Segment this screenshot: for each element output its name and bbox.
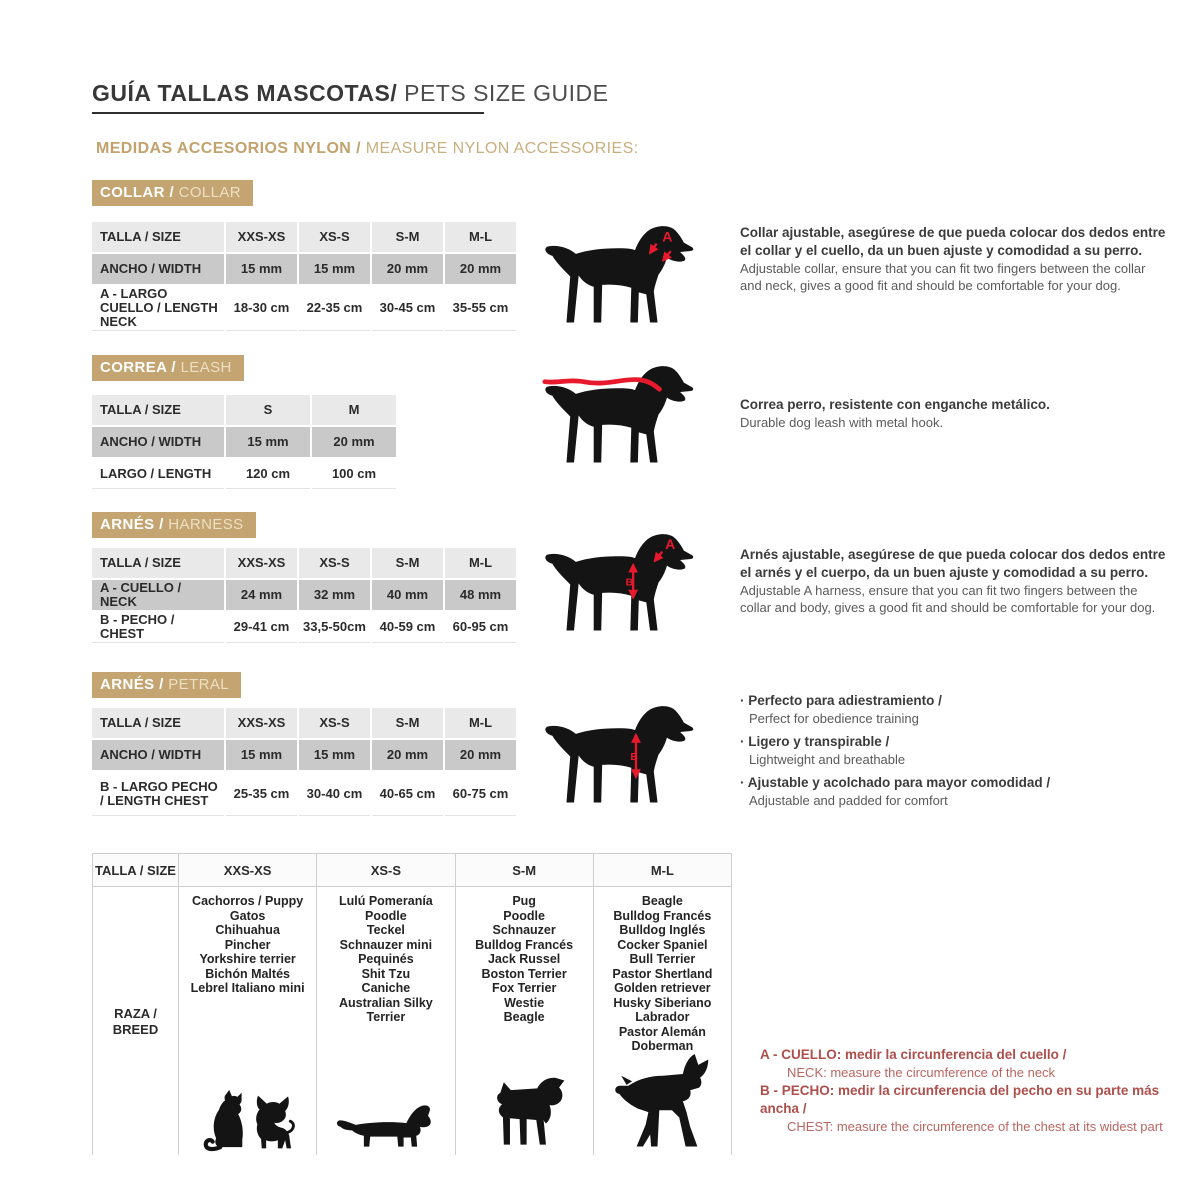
leash-description-en: Durable dog leash with metal hook. [740, 415, 944, 430]
petral-badge-en: PETRAL [168, 676, 229, 693]
harness-neck-value: 40 mm [372, 580, 443, 610]
breed-list: Pug Poodle Schnauzer Bulldog Francés Jack Russel Boston Terrier Fox Terrier Westie Beagle [475, 894, 574, 1024]
dog-harness-illustration-icon [540, 530, 700, 638]
petral-size-table [92, 708, 516, 816]
note-neck [760, 1046, 1190, 1082]
dog-collar-illustration-icon [540, 222, 700, 330]
note-neck-es: A - CUELLO: medir la circunferencia del cuello / [760, 1047, 1067, 1062]
leash-header-m: M [312, 395, 396, 425]
harness-chest-label: B - PECHO / CHEST [92, 612, 224, 643]
breed-column-xxs-xs [179, 887, 316, 1158]
harness-marker-a-label: A [665, 535, 676, 552]
collar-width-value: 15 mm [299, 254, 370, 284]
page-subtitle-en: MEASURE NYLON ACCESSORIES: [365, 140, 639, 157]
collar-header-m-l: M-L [445, 222, 516, 252]
collar-width-label: ANCHO / WIDTH [92, 254, 224, 284]
collar-neck-length-value: 35-55 cm [445, 286, 516, 331]
collar-description-en: Adjustable collar, ensure that you can fit two fingers between the collar and neck, gives a good fit and should be comfortable for your dog. [740, 261, 1146, 293]
harness-header-xxs-xs: XXS-XS [226, 548, 297, 578]
petral-width-label: ANCHO / WIDTH [92, 740, 224, 770]
title-underline [92, 112, 484, 114]
petral-feature-item [740, 733, 1168, 768]
petral-section-badge [92, 672, 241, 698]
harness-description-es: Arnés ajustable, asegúrese de que pueda colocar dos dedos entre el arnés y el cuerpo, da un buen ajuste y comodidad a su perro. [740, 547, 1166, 580]
harness-neck-value: 48 mm [445, 580, 516, 610]
collar-neck-length-value: 18-30 cm [226, 286, 297, 331]
doberman-silhouette-icon [608, 1054, 716, 1152]
petral-chest-length-value: 30-40 cm [299, 772, 370, 816]
petral-header-m-l: M-L [445, 708, 516, 738]
dachshund-silhouette-icon [334, 1096, 438, 1152]
petral-header-xs-s: XS-S [299, 708, 370, 738]
breed-header-size: TALLA / SIZE [93, 854, 178, 886]
breed-header-xxs-xs: XXS-XS [179, 854, 316, 886]
harness-header-s-m: S-M [372, 548, 443, 578]
page-subtitle-es: MEDIDAS ACCESORIOS NYLON / [96, 140, 366, 157]
harness-neck-value: 32 mm [299, 580, 370, 610]
collar-header-s-m: S-M [372, 222, 443, 252]
petral-feature-item [740, 692, 1168, 727]
harness-neck-value: 24 mm [226, 580, 297, 610]
dog-leash-illustration-icon [540, 362, 700, 470]
harness-chest-value: 40-59 cm [372, 612, 443, 643]
note-chest [760, 1082, 1190, 1136]
collar-header-size: TALLA / SIZE [92, 222, 224, 252]
collar-marker-a-label: A [662, 228, 673, 245]
leash-length-label: LARGO / LENGTH [92, 459, 224, 489]
harness-badge-es: ARNÉS / [100, 516, 169, 533]
harness-header-size: TALLA / SIZE [92, 548, 224, 578]
breed-column-xs-s [317, 887, 454, 1158]
petral-feature-item [740, 774, 1168, 809]
petral-width-value: 20 mm [445, 740, 516, 770]
petral-feature-es: · Perfecto para adiestramiento / [740, 692, 1168, 710]
leash-length-value: 100 cm [312, 459, 396, 489]
collar-width-value: 15 mm [226, 254, 297, 284]
leash-length-value: 120 cm [226, 459, 310, 489]
leash-section-badge [92, 355, 244, 381]
collar-width-value: 20 mm [372, 254, 443, 284]
measurement-notes [760, 1046, 1190, 1136]
breed-header-xs-s: XS-S [317, 854, 454, 886]
collar-description [740, 224, 1168, 294]
collar-header-xxs-xs: XXS-XS [226, 222, 297, 252]
leash-badge-es: CORREA / [100, 359, 181, 376]
collar-header-xs-s: XS-S [299, 222, 370, 252]
leash-description-es: Correa perro, resistente con enganche metálico. [740, 397, 1050, 412]
harness-description [740, 546, 1168, 616]
page-title-es: GUÍA TALLAS MASCOTAS/ [92, 80, 398, 106]
collar-size-table [92, 222, 516, 331]
petral-chest-length-label: B - LARGO PECHO / LENGTH CHEST [92, 772, 224, 816]
harness-section-badge [92, 512, 256, 538]
collar-badge-en: COLLAR [178, 184, 242, 201]
harness-header-m-l: M-L [445, 548, 516, 578]
leash-header-s: S [226, 395, 310, 425]
petral-feature-list [740, 692, 1168, 815]
petral-marker-b-label: B [630, 752, 638, 764]
collar-neck-length-value: 30-45 cm [372, 286, 443, 331]
note-neck-en: NECK: measure the circumference of the neck [787, 1065, 1056, 1080]
leash-width-value: 20 mm [312, 427, 396, 457]
harness-chest-value: 60-95 cm [445, 612, 516, 643]
breed-column-m-l [594, 887, 731, 1158]
breed-list: Cachorros / Puppy Gatos Chihuahua Pincher Yorkshire terrier Bichón Maltés Lebrel Italiano mini [190, 894, 305, 995]
schnauzer-silhouette-icon [481, 1074, 567, 1152]
page-subtitle [96, 140, 639, 158]
collar-description-es: Collar ajustable, asegúrese de que pueda colocar dos dedos entre el collar y el cuello, da un buen ajuste y comodidad a su perro. [740, 225, 1166, 258]
note-chest-es: B - PECHO: medir la circunferencia del pecho en su parte más ancha / [760, 1083, 1160, 1116]
petral-width-value: 20 mm [372, 740, 443, 770]
breed-header-s-m: S-M [456, 854, 593, 886]
petral-feature-en: Perfect for obedience training [749, 711, 919, 726]
harness-header-xs-s: XS-S [299, 548, 370, 578]
harness-size-table [92, 548, 516, 643]
harness-chest-value: 33,5-50cm [299, 612, 370, 643]
petral-chest-length-value: 25-35 cm [226, 772, 297, 816]
leash-width-label: ANCHO / WIDTH [92, 427, 224, 457]
collar-neck-length-label: A - LARGO CUELLO / LENGTH NECK [92, 286, 224, 331]
petral-chest-length-value: 60-75 cm [445, 772, 516, 816]
petral-header-s-m: S-M [372, 708, 443, 738]
harness-marker-b-label: B [625, 577, 634, 589]
petral-feature-es: · Ligero y transpirable / [740, 733, 1168, 751]
petral-header-xxs-xs: XXS-XS [226, 708, 297, 738]
leash-header-size: TALLA / SIZE [92, 395, 224, 425]
breed-column-s-m [456, 887, 593, 1158]
harness-badge-en: HARNESS [168, 516, 244, 533]
dog-petral-illustration-icon [540, 702, 700, 810]
petral-feature-en: Adjustable and padded for comfort [749, 793, 948, 808]
breed-row-label: RAZA / BREED [93, 887, 178, 1158]
harness-neck-label: A - CUELLO / NECK [92, 580, 224, 610]
harness-chest-value: 29-41 cm [226, 612, 297, 643]
leash-width-value: 15 mm [226, 427, 310, 457]
petral-feature-en: Lightweight and breathable [749, 752, 906, 767]
note-chest-en: CHEST: measure the circumference of the chest at its widest part [787, 1119, 1163, 1134]
leash-badge-en: LEASH [180, 359, 232, 376]
collar-badge-es: COLLAR / [100, 184, 179, 201]
collar-section-badge [92, 180, 253, 206]
breed-list: Beagle Bulldog Francés Bulldog Inglés Cocker Spaniel Bull Terrier Pastor Shertland Golden retriever Husky Siberiano Labrador Pastor Alemán Doberman [612, 894, 713, 1053]
page-title-en: PETS SIZE GUIDE [397, 80, 609, 106]
petral-width-value: 15 mm [299, 740, 370, 770]
leash-description [740, 396, 1168, 431]
petral-header-size: TALLA / SIZE [92, 708, 224, 738]
breed-size-table [92, 853, 732, 1155]
petral-chest-length-value: 40-65 cm [372, 772, 443, 816]
petral-feature-es: · Ajustable y acolchado para mayor comodidad / [740, 774, 1168, 792]
collar-width-value: 20 mm [445, 254, 516, 284]
harness-description-en: Adjustable A harness, ensure that you can fit two fingers between the collar and body, gives a good fit and should be comfortable for your dog. [740, 583, 1156, 615]
breed-header-m-l: M-L [594, 854, 731, 886]
leash-size-table [92, 395, 396, 489]
petral-width-value: 15 mm [226, 740, 297, 770]
petral-badge-es: ARNÉS / [100, 676, 169, 693]
page-title [92, 80, 608, 107]
cat-and-chihuahua-silhouette-icon [201, 1090, 295, 1152]
breed-list: Lulú Pomeranía Poodle Teckel Schnauzer mini Pequinés Shit Tzu Caniche Australian Silky Terrier [338, 894, 433, 1024]
collar-neck-length-value: 22-35 cm [299, 286, 370, 331]
